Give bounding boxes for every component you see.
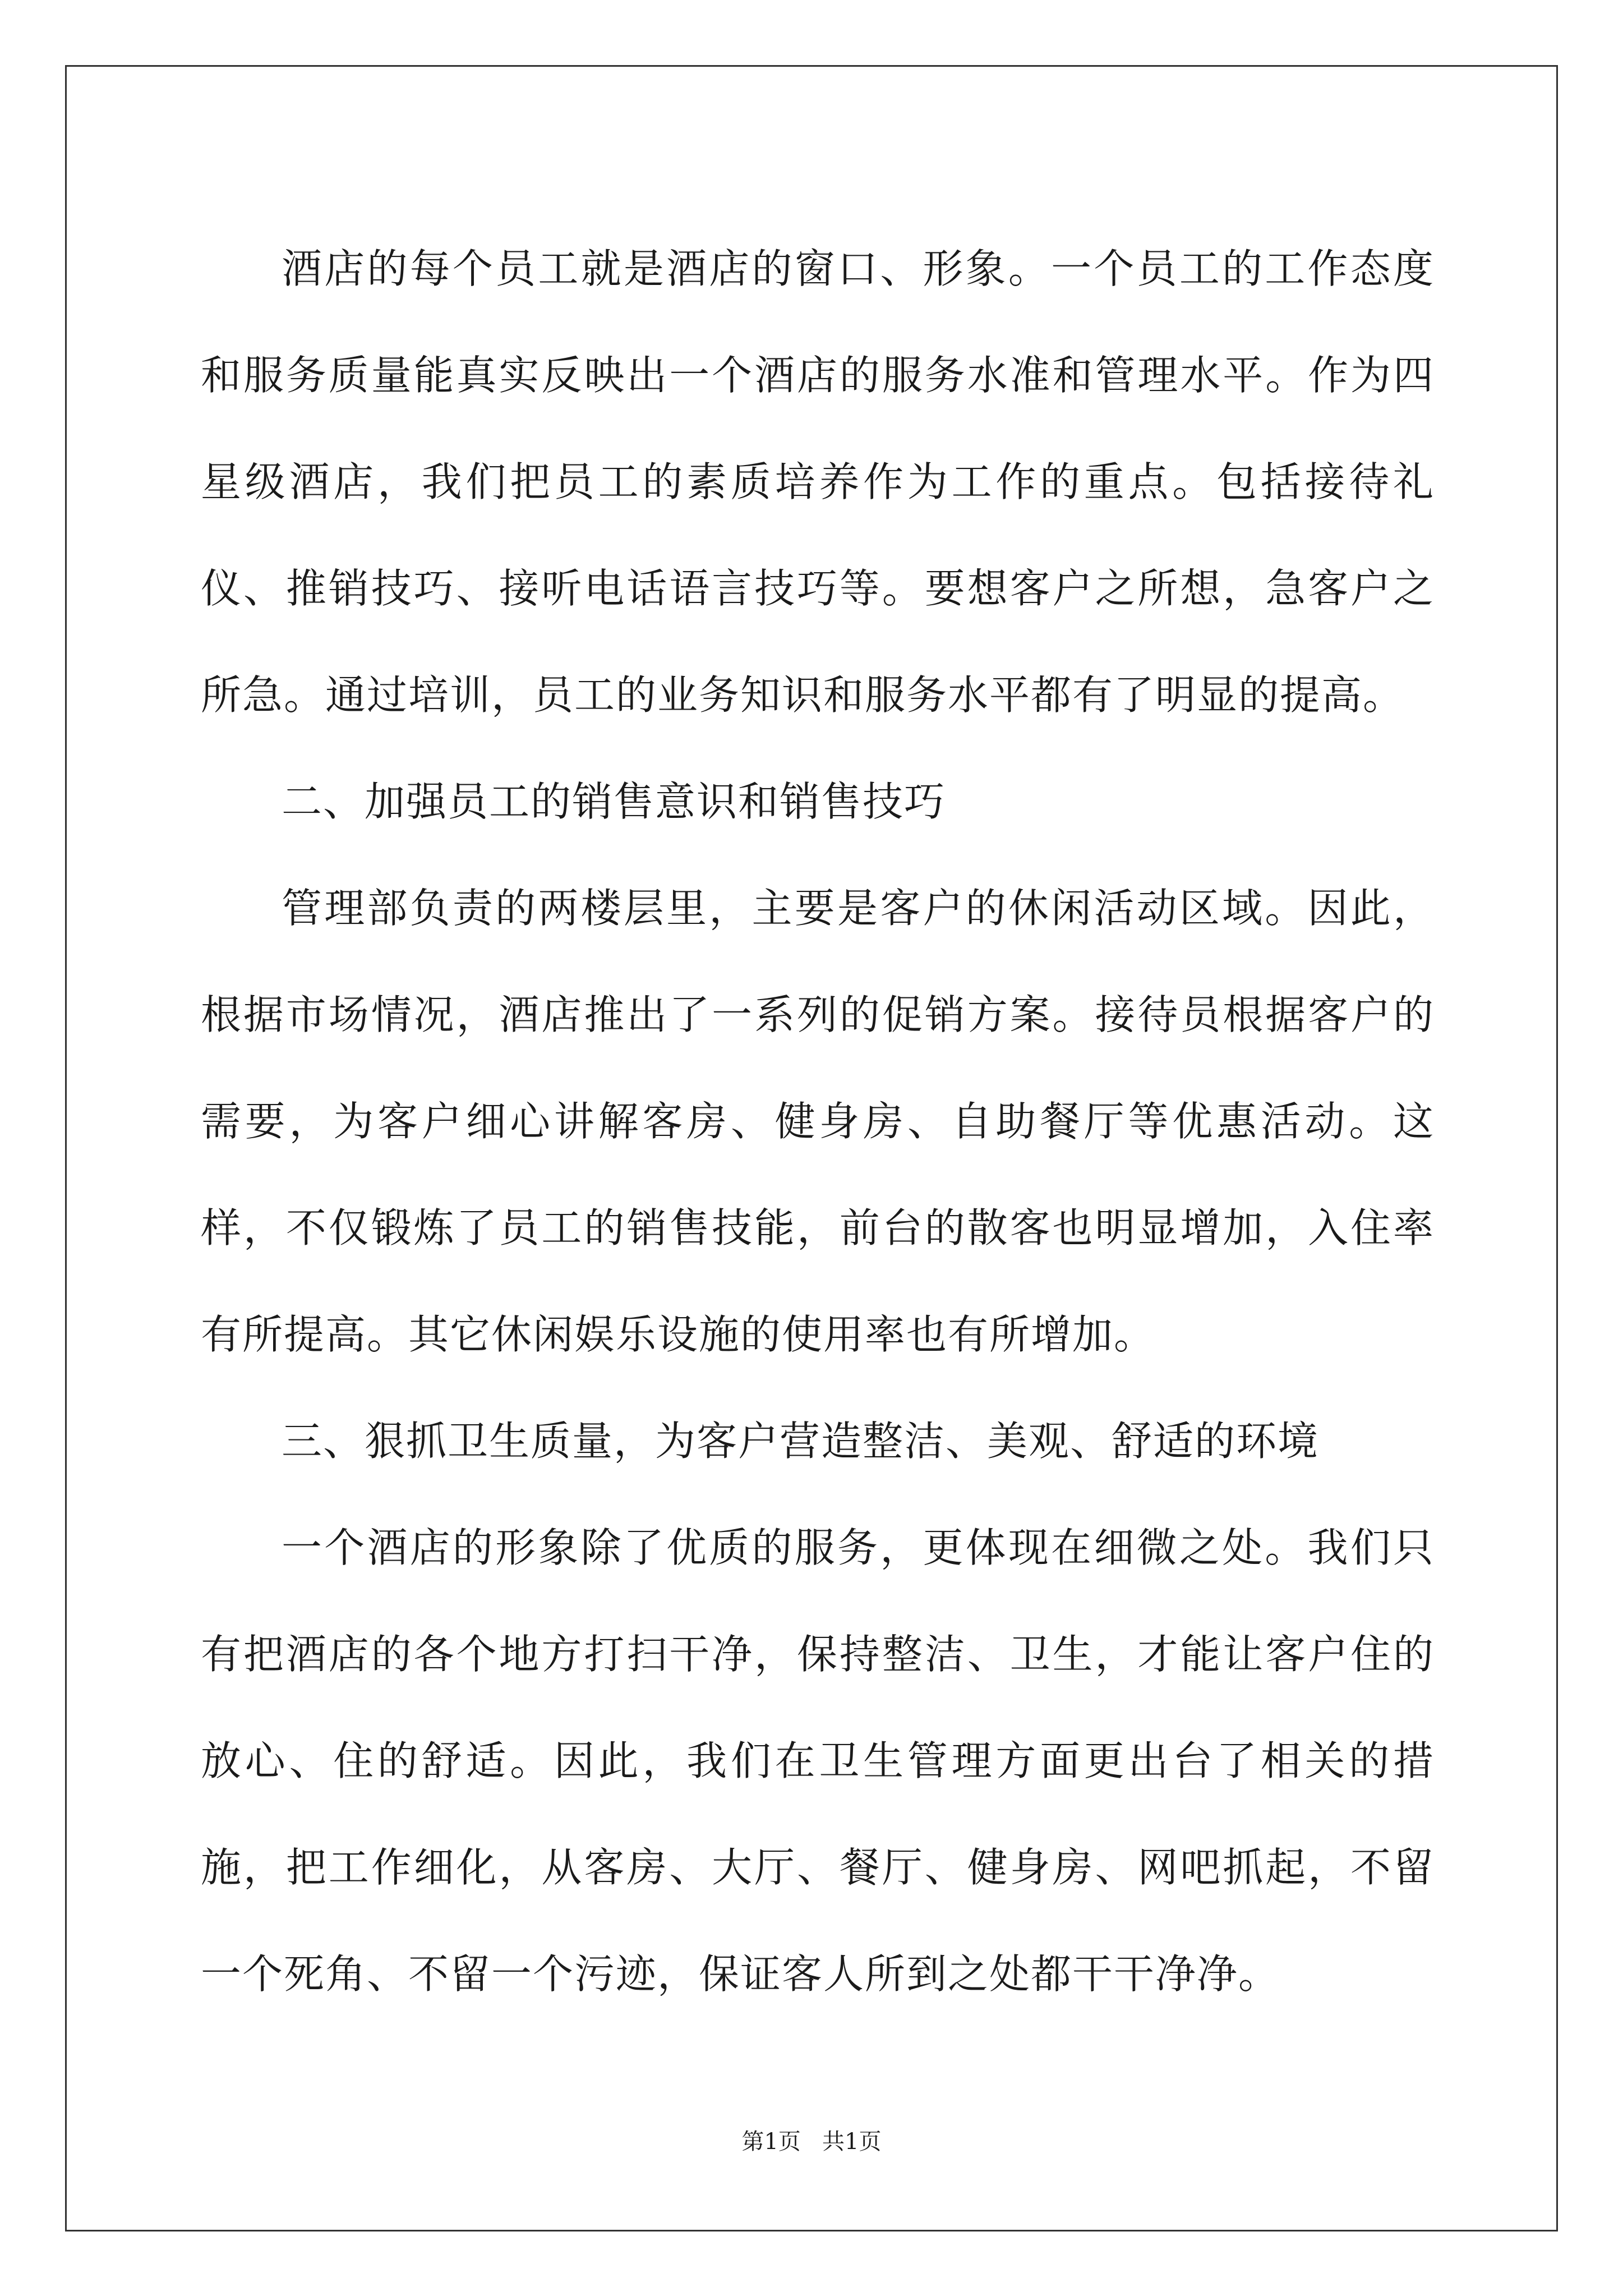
paragraph-sales-promotion: 管理部负责的两楼层里，主要是客户的休闲活动区域。因此，根据市场情况，酒店推出了一系列的促销方案。接待员根据客户的需要，为客户细心讲解客房、健身房、自助餐厅等优惠活动。这样，不仅锻炼了员工的销售技能，前台的散客也明显增加，入住率有所提高。其它休闲娱乐设施的使用率也有所增加。	[201, 885, 1435, 1358]
paragraph-hygiene-management: 一个酒店的形象除了优质的服务，更体现在细微之处。我们只有把酒店的各个地方打扫干净，保持整洁、卫生，才能让客户住的放心、住的舒适。因此，我们在卫生管理方面更出台了相关的措施，把工作细化，从客房、大厅、餐厅、健身房、网吧抓起，不留一个死角、不留一个污迹，保证客人所到之处都干干净净。	[201, 1524, 1435, 1998]
document-body	[201, 215, 1435, 2027]
heading-hygiene-quality: 三、狠抓卫生质量，为客户营造整洁、美观、舒适的环境	[282, 1418, 1320, 1465]
paragraph-staff-quality: 酒店的每个员工就是酒店的窗口、形象。一个员工的工作态度和服务质量能真实反映出一个酒店的服务水准和管理水平。作为四星级酒店，我们把员工的素质培养作为工作的重点。包括接待礼仪、推销技巧、接听电话语言技巧等。要想客户之所想，急客户之所急。通过培训，员工的业务知识和服务水平都有了明显的提高。	[201, 245, 1435, 719]
heading-sales-skills: 二、加强员工的销售意识和销售技巧	[282, 778, 946, 825]
page-number-footer: 第1页 共1页	[741, 2129, 882, 2155]
